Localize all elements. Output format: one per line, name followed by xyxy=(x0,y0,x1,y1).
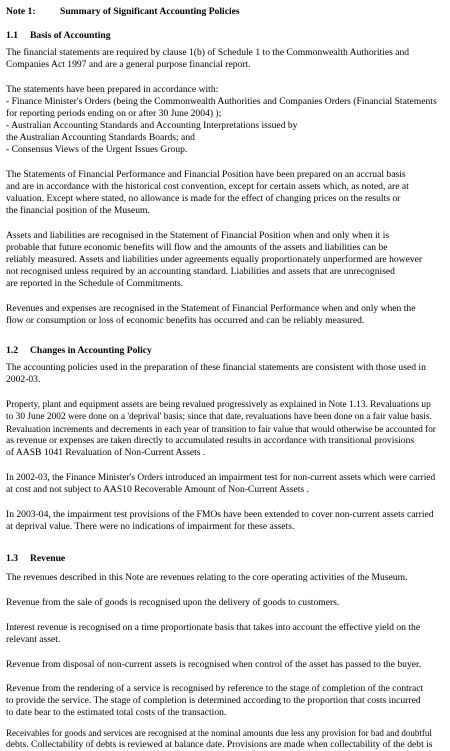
text-line: 2002-03. xyxy=(6,374,41,385)
section-number: 1.1 xyxy=(6,30,18,41)
note-title: Summary of Significant Accounting Policies xyxy=(60,6,240,17)
section-heading: Revenue xyxy=(30,553,66,564)
list-item: the Australian Accounting Standards Boards; and xyxy=(6,132,195,143)
text-line: The accounting policies used in the preparation of these financial statements are consistent with those used in xyxy=(6,362,426,373)
text-line: Receivables for goods and services are recognised at the nominal amounts due less any provision for bad and doubtful xyxy=(6,728,432,738)
text-line: valuation. Except where stated, no allowance is made for the effect of changing prices on the results or xyxy=(6,193,401,204)
text-line: to provide the service. The stage of completion is determined according to the proportion that costs incurred xyxy=(6,695,421,706)
text-line: to date bear to the estimated total costs of the transaction. xyxy=(6,707,227,718)
list-item: - Consensus Views of the Urgent Issues Group. xyxy=(6,144,188,155)
text-line: Revenue from the sale of goods is recognised upon the delivery of goods to customers. xyxy=(6,597,340,608)
text-line: debts. Collectability of debts is reviewed at balance date. Provisions are made when collectability of the debt is xyxy=(6,739,433,750)
text-line: reliably measured. Assets and liabilities under agreements equally proportionately unperformed are however xyxy=(6,254,423,265)
text-line: The Statements of Financial Performance and Financial Position have been prepared on an accrual basis xyxy=(6,169,406,180)
text-line: and are in accordance with the historical cost convention, except for certain assets which, as noted, are at xyxy=(6,181,409,192)
text-line: as revenue or expenses are taken directly to accumulated results in accordance with transitional provisions xyxy=(6,435,415,446)
text-line: Revaluation increments and decrements in each year of transition to fair value that would otherwise be accounted for xyxy=(6,424,436,434)
text-line: The revenues described in this Note are revenues relating to the core operating activities of the Museum. xyxy=(6,572,408,583)
text-line: of AASB 1041 Revaluation of Non-Current Assets . xyxy=(6,447,206,458)
section-number: 1.3 xyxy=(6,553,18,564)
section-number: 1.2 xyxy=(6,345,18,356)
list-item: for reporting periods ending on or after 30 June 2004) ); xyxy=(6,108,222,119)
section-heading: Basis of Accounting xyxy=(30,30,111,41)
text-line: relevant asset. xyxy=(6,634,61,645)
text-line: Revenues and expenses are recognised in the Statement of Financial Performance when and only when the xyxy=(6,303,416,314)
note-number: Note 1: xyxy=(6,6,36,17)
text-line: at deprival value. There were no indications of impairment for these assets. xyxy=(6,521,295,532)
text-line: Revenue from the rendering of a service is recognised by reference to the stage of completion of the contract xyxy=(6,683,424,694)
text-line: In 2003-04, the impairment test provisions of the FMOs have been extended to cover non-current assets carried xyxy=(6,509,434,520)
text-line: Companies Act 1997 and are a general purpose financial report. xyxy=(6,59,251,70)
text-line: In 2002-03, the Finance Minister's Orders introduced an impairment test for non-current assets which were carried xyxy=(6,473,436,483)
text-line: flow or consumption or loss of economic benefits has occurred and can be reliably measured. xyxy=(6,315,365,326)
text-line: Assets and liabilities are recognised in the Statement of Financial Position when and only when it is xyxy=(6,230,390,241)
section-heading: Changes in Accounting Policy xyxy=(30,345,152,356)
text-line: Property, plant and equipment assets are being revalued progressively as explained in Note 1.13. Revaluations up xyxy=(6,400,431,410)
text-line: are reported in the Schedule of Commitments. xyxy=(6,278,184,289)
text-line: to 30 June 2002 were done on a 'deprival' basis; since that date, revaluations have been done on a fair value basis. xyxy=(6,412,432,422)
text-line: The financial statements are required by clause 1(b) of Schedule 1 to the Commonwealth Authorities and xyxy=(6,47,410,58)
text-line: Interest revenue is recognised on a time proportionate basis that takes into account the effective yield on the xyxy=(6,622,421,633)
text-line: the financial position of the Museum. xyxy=(6,205,150,216)
list-item: - Finance Minister's Orders (being the Commonwealth Authorities and Companies Orders (Financial Statements xyxy=(6,96,437,107)
text-line: The statements have been prepared in accordance with: xyxy=(6,84,219,95)
text-line: probable that future economic benefits will flow and the amounts of the assets and liabilities can be xyxy=(6,242,388,253)
list-item: - Australian Accounting Standards and Accounting Interpretations issued by xyxy=(6,120,298,131)
text-line: at cost and not subject to AAS10 Recoverable Amount of Non-Current Assets . xyxy=(6,484,309,495)
text-line: not recognised unless required by an accounting standard. Liabilities and assets that are unrecognised xyxy=(6,266,395,277)
text-line: Revenue from disposal of non-current assets is recognised when control of the asset has passed to the buyer. xyxy=(6,659,422,670)
